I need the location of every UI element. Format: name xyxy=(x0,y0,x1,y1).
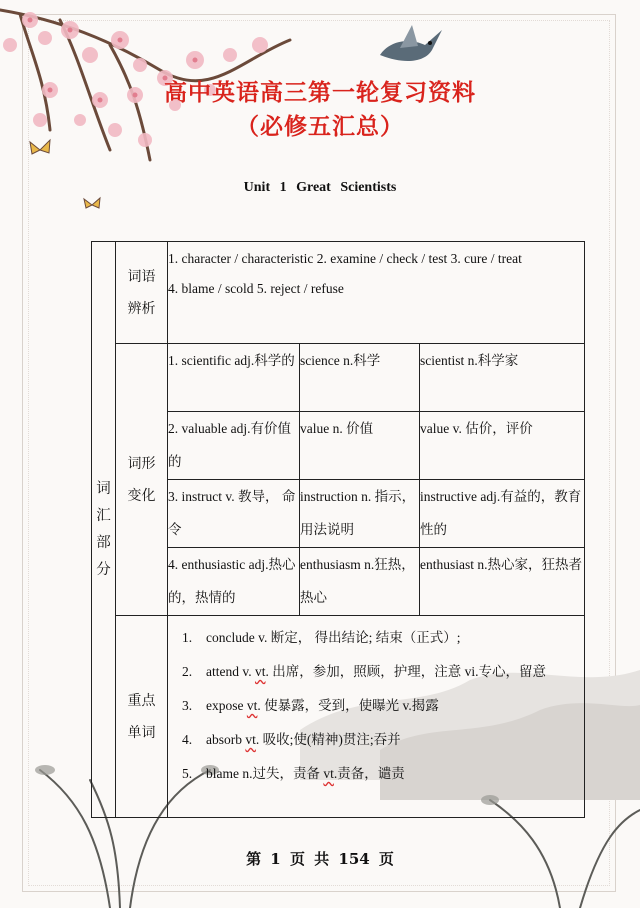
list-item xyxy=(182,757,580,791)
word-form-cell: instruction n. 指示，用法说明 xyxy=(300,480,420,548)
spellcheck-mark: vt xyxy=(245,732,256,747)
table-row xyxy=(92,616,585,818)
document-title: 高中英语高三第一轮复习资料 xyxy=(164,80,476,106)
category-label-line: 辨析 xyxy=(127,300,156,317)
list-number: 4. xyxy=(182,732,193,747)
word-form-cell: enthusiast n.热心家，狂热者 xyxy=(420,548,585,616)
category-label-line: 变化 xyxy=(127,487,156,504)
word-discrimination-cell xyxy=(168,242,585,344)
category-label-line: 重点 xyxy=(127,692,156,709)
word-form-cell: 3. instruct v. 教导， 命令 xyxy=(168,480,300,548)
word-form-cell: 2. valuable adj.有价值的 xyxy=(168,412,300,480)
section-label-char: 汇 xyxy=(96,507,111,524)
section-label-cell xyxy=(92,242,116,818)
key-word-text: expose xyxy=(206,698,247,713)
table-row xyxy=(92,344,585,412)
word-form-cell: instructive adj.有益的，教育性的 xyxy=(420,480,585,548)
category-label-line: 单词 xyxy=(127,724,156,741)
word-form-cell: science n.科学 xyxy=(300,344,420,412)
section-label-char: 部 xyxy=(96,534,111,551)
vocabulary-table xyxy=(91,241,585,818)
bird-illustration xyxy=(370,10,450,80)
word-form-cell: value n. 价值 xyxy=(300,412,420,480)
list-item xyxy=(182,689,580,723)
word-form-cell: value v. 估价，评价 xyxy=(420,412,585,480)
list-item xyxy=(182,621,580,655)
key-word-text: attend v. xyxy=(206,664,255,679)
key-word-text: blame n.过失，责备 xyxy=(206,766,324,781)
category-label-line: 词形 xyxy=(127,455,156,472)
spellcheck-mark: vt xyxy=(323,766,334,781)
key-word-text: . 出席，参加，照顾，护理，注意 vi.专心，留意 xyxy=(265,664,547,679)
key-words-cell xyxy=(168,616,585,818)
key-words-list xyxy=(168,616,584,791)
unit-heading: Unit 1 Great Scientists xyxy=(243,180,397,195)
category-label xyxy=(116,616,168,818)
page-footer: 第 1 页 共 154 页 xyxy=(246,850,394,868)
category-label xyxy=(116,242,168,344)
document-subtitle: （必修五汇总） xyxy=(236,114,404,140)
key-word-text: .责备，谴责 xyxy=(333,766,405,781)
key-word-text: . 吸收;使(精神)贯注;吞并 xyxy=(255,732,401,747)
category-label xyxy=(116,344,168,616)
key-word-text: . 使暴露，受到，使曝光 v.揭露 xyxy=(257,698,439,713)
word-discrimination-line: 1. character / characteristic 2. examine / check / test 3. cure / treat xyxy=(168,251,522,266)
spellcheck-mark: vt xyxy=(254,664,266,679)
list-number: 1. xyxy=(182,630,193,645)
key-word-text: absorb xyxy=(206,732,246,747)
list-number: 3. xyxy=(182,698,193,713)
list-item xyxy=(182,723,580,757)
section-label-char: 词 xyxy=(96,480,111,497)
word-form-cell: scientist n.科学家 xyxy=(420,344,585,412)
table-row xyxy=(92,242,585,344)
word-form-cell: enthusiasm n.狂热，热心 xyxy=(300,548,420,616)
spellcheck-mark: vt xyxy=(246,698,258,713)
list-number: 5. xyxy=(182,766,193,781)
word-form-cell: 4. enthusiastic adj.热心的，热情的 xyxy=(168,548,300,616)
section-label-char: 分 xyxy=(96,561,111,578)
word-discrimination-line: 4. blame / scold 5. reject / refuse xyxy=(168,281,344,296)
key-word-text: conclude v. 断定， 得出结论; 结束（正式）; xyxy=(206,630,461,645)
list-number: 2. xyxy=(182,664,193,679)
word-form-cell: 1. scientific adj.科学的 xyxy=(168,344,300,412)
category-label-line: 词语 xyxy=(127,268,156,285)
list-item xyxy=(182,655,580,689)
